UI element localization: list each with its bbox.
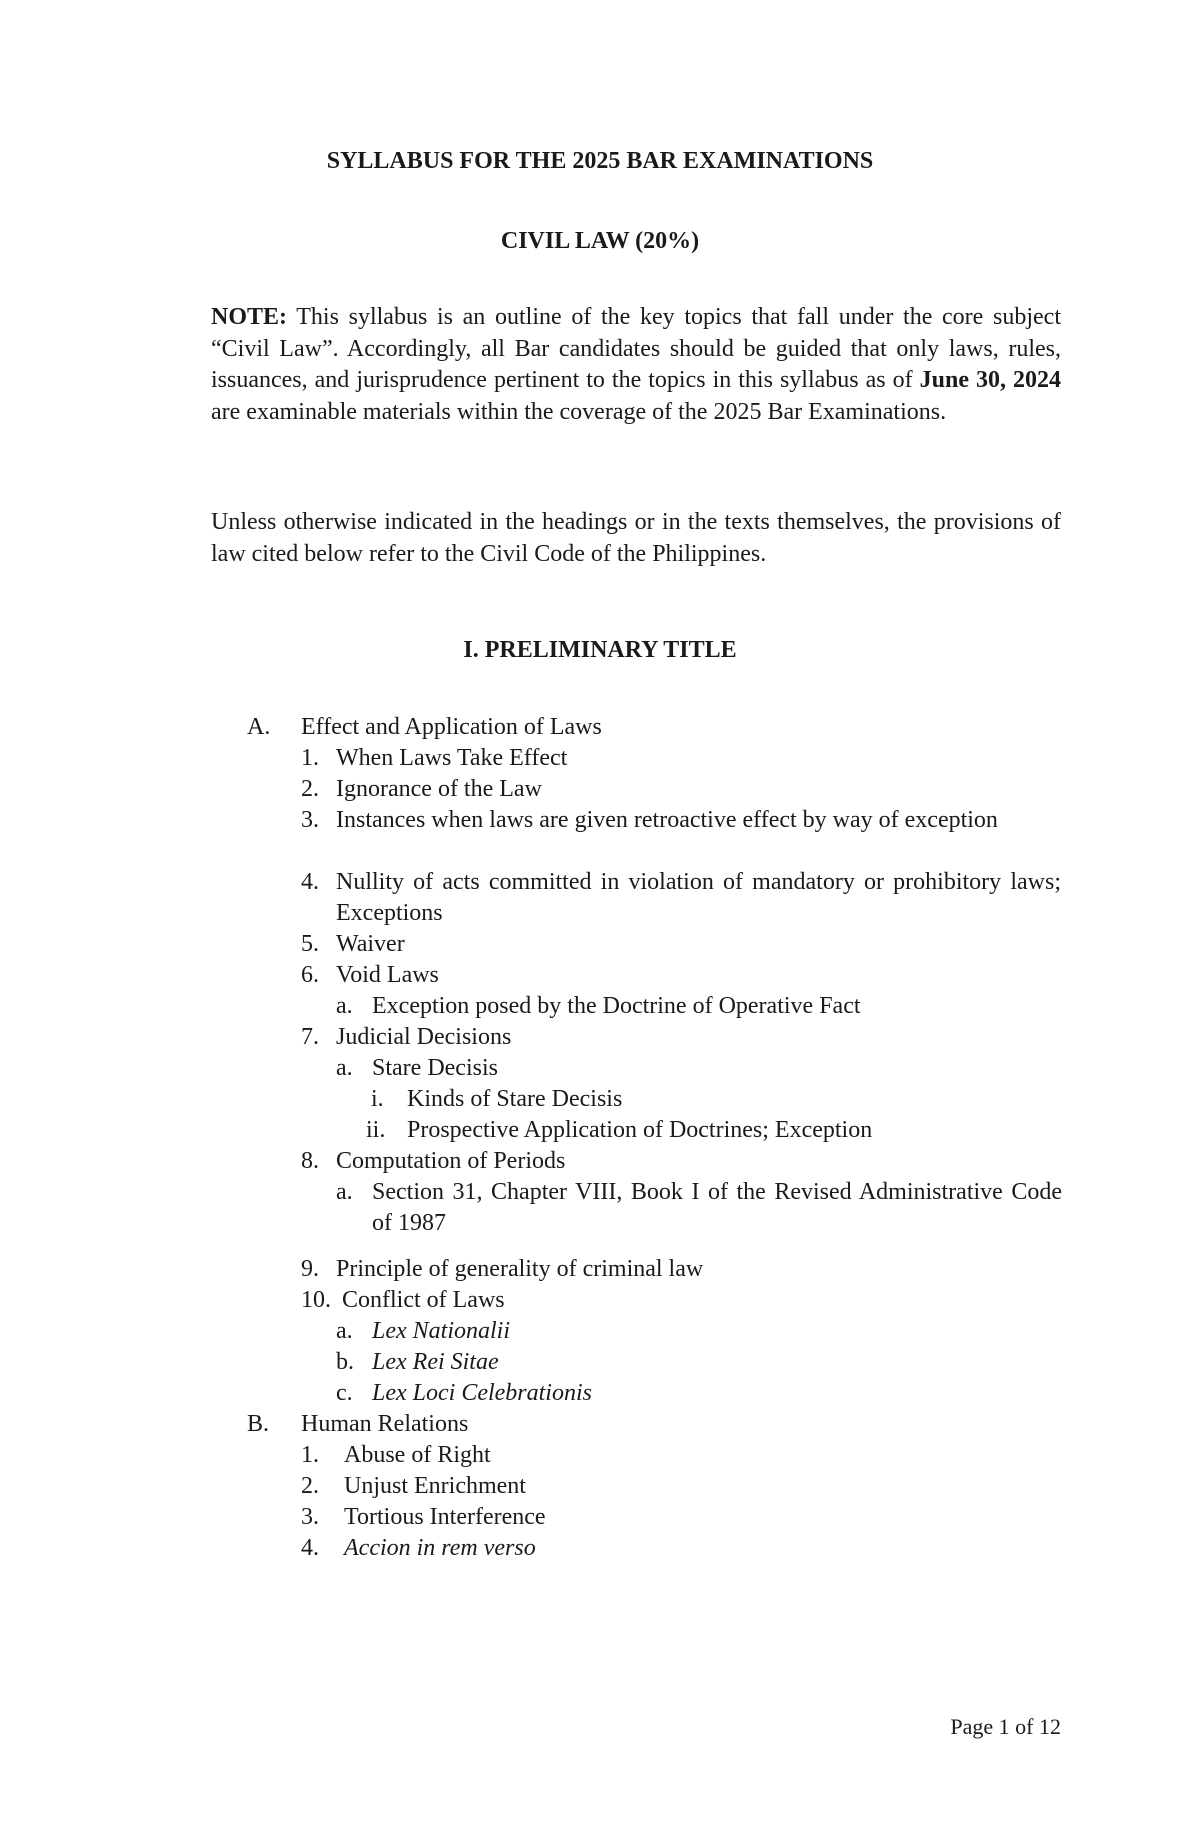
outline-marker: b. [336,1349,354,1375]
outline-marker: 3. [301,1504,319,1530]
page-number: Page 1 of 12 [950,1714,1061,1739]
note-label: NOTE: [211,304,288,330]
outline-marker: c. [336,1380,353,1406]
subject-title: CIVIL LAW (20%) [500,228,700,254]
outline-text: Principle of generality of criminal law [336,1256,704,1282]
outline-text: Unjust Enrichment [344,1473,526,1499]
outline-marker: ii. [366,1117,386,1143]
outline-marker: 2. [301,1473,319,1499]
outline-marker: a. [336,1179,353,1205]
note-text-1: This syllabus is an outline of the key topics that fall under the core subject “Civil Law”. Accordingly, all Bar candidates should be guided that only laws, rules, issuances, and jurisprudence pertinent to the topics in this syllabus as of [211,304,1061,393]
outline-text: Judicial Decisions [336,1024,512,1050]
outline-text: Void Laws [336,962,439,988]
outline-text: Section 31, Chapter VIII, Book I of the Revised Administrative Code of 1987 [372,1179,1062,1236]
outline-text: Exception posed by the Doctrine of Operative Fact [372,993,861,1019]
note-date: June 30, 2024 [919,367,1061,393]
outline-text: Tortious Interference [344,1504,546,1530]
outline-marker: 5. [301,931,319,957]
outline-marker: 6. [301,962,319,988]
outline-marker: 4. [301,1535,319,1561]
outline-text: Stare Decisis [372,1055,498,1081]
outline-text: Lex Nationalii [372,1318,510,1344]
outline-text: Nullity of acts committed in violation of mandatory or prohibitory laws; Exceptions [336,869,1061,926]
note-paragraph [211,302,1061,428]
outline-marker: 2. [301,776,319,802]
outline-marker: A. [247,714,271,740]
outline-text: Conflict of Laws [342,1287,505,1313]
outline-text: Accion in rem verso [344,1535,536,1561]
outline-marker: i. [371,1086,384,1112]
outline-marker: 7. [301,1024,319,1050]
outline-text: When Laws Take Effect [336,745,568,771]
outline-text: Prospective Application of Doctrines; Exception [407,1117,873,1143]
outline-marker: 9. [301,1256,319,1282]
outline-text: Abuse of Right [344,1442,491,1468]
outline-marker: a. [336,1318,353,1344]
outline-marker: B. [247,1411,270,1437]
outline-marker: 8. [301,1148,319,1174]
outline-text: Ignorance of the Law [336,776,542,802]
outline-text: Computation of Periods [336,1148,566,1174]
outline-marker: 10. [301,1287,331,1313]
outline-marker: 1. [301,1442,319,1468]
outline-marker: 4. [301,869,319,895]
outline-text: Human Relations [301,1411,469,1437]
outline-text: Kinds of Stare Decisis [407,1086,623,1112]
outline-marker: 1. [301,745,319,771]
civil-code-reference-paragraph: Unless otherwise indicated in the headings or in the texts themselves, the provisions of law cited below refer to the Civil Code of the Philippines. [211,509,1061,567]
outline-marker: a. [336,993,353,1019]
outline-marker: a. [336,1055,353,1081]
outline-text: Effect and Application of Laws [301,714,602,740]
outline-marker: 3. [301,807,319,833]
note-text-2: are examinable materials within the coverage of the 2025 Bar Examinations. [211,398,947,425]
section-heading: I. PRELIMINARY TITLE [463,637,737,663]
document-title: SYLLABUS FOR THE 2025 BAR EXAMINATIONS [326,148,874,174]
outline-text: Waiver [336,931,405,957]
outline-text: Lex Loci Celebrationis [372,1380,592,1406]
outline-text: Instances when laws are given retroactive effect by way of exception [336,807,998,833]
outline-text: Lex Rei Sitae [372,1349,499,1375]
